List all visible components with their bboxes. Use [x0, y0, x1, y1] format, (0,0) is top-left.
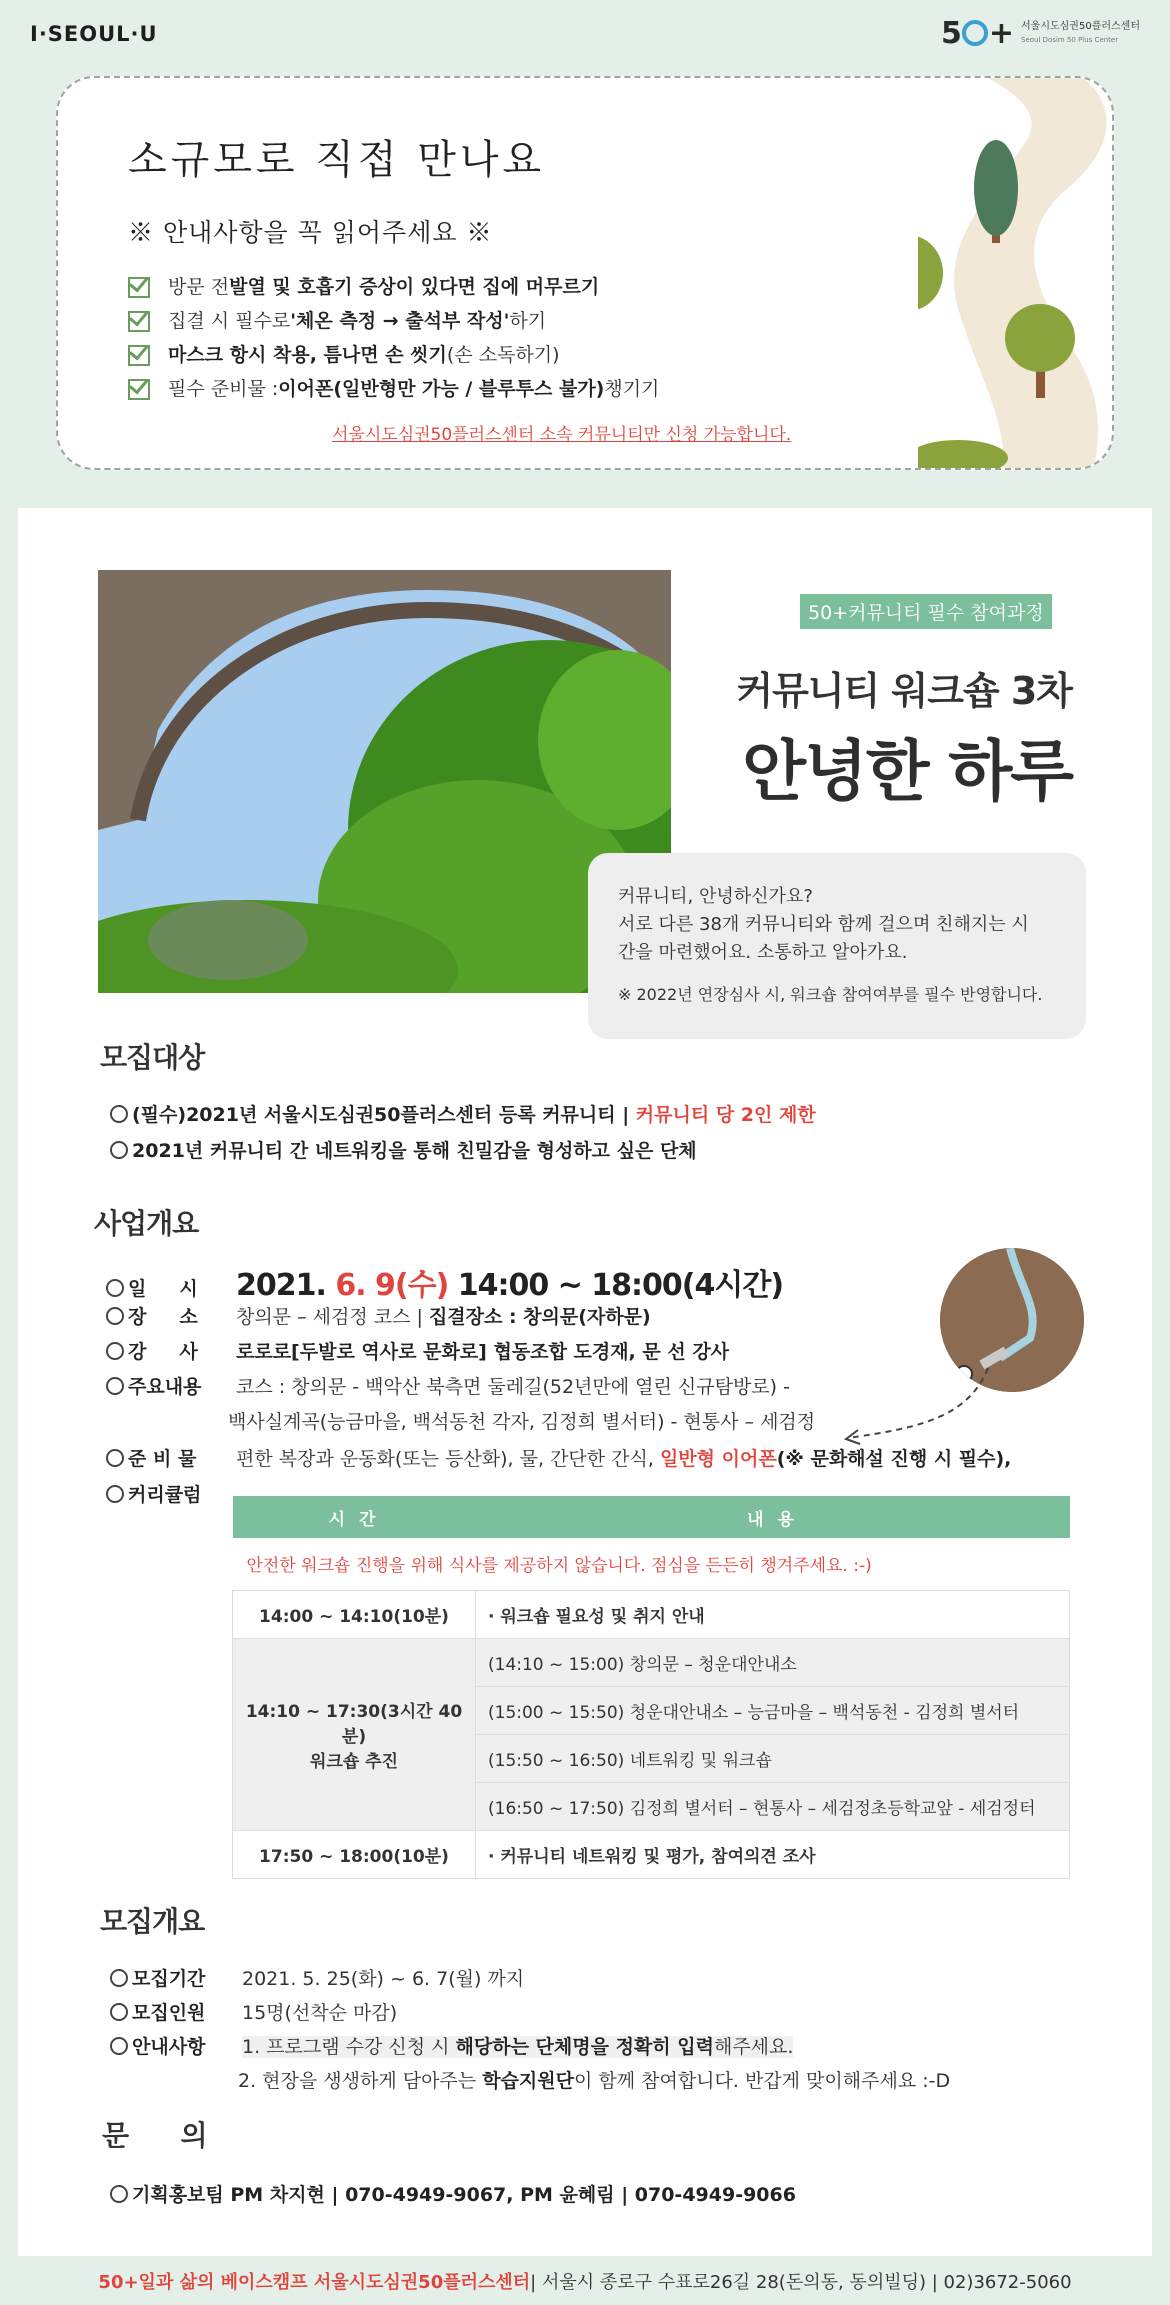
contact-line: 기획홍보팀 PM 차지현 | 070-4949-9067, PM 윤혜림 | 070-4949-9066	[110, 2180, 796, 2207]
contact-heading: 문 의	[102, 2119, 207, 2152]
circle-bullet-icon	[106, 1307, 124, 1325]
page-footer	[0, 2256, 1170, 2305]
table-header	[233, 1496, 1070, 1538]
workshop-title: 안녕한 하루	[742, 733, 1072, 810]
required-badge: 50+커뮤니티 필수 참여과정	[800, 594, 1052, 629]
circle-bullet-icon	[106, 1342, 124, 1360]
circle-bullet-icon	[110, 1105, 128, 1123]
col-content: 내 용	[476, 1496, 1070, 1538]
footer-address: | 서울시 종로구 수표로26길 28(돈의동, 동의빌딩) | 02)3672-5060	[530, 2271, 1072, 2293]
intro-line: 간을 마련했어요. 소통하고 알아가요.	[618, 942, 908, 963]
tree-image	[98, 570, 671, 993]
table-row: 17:50 ~ 18:00(10분) · 커뮤니티 네트워킹 및 평가, 참여의견 조사	[233, 1830, 1070, 1878]
circle-bullet-icon	[110, 2037, 128, 2055]
recruit-guide-2: 2. 현장을 생생하게 담아주는 학습지원단이 함께 참여합니다. 반갑게 맞이해주세요 :-D	[238, 2070, 951, 2092]
circle-bullet-icon	[110, 2185, 128, 2203]
check-item: 집결 시 필수로 '체온 측정 → 출석부 작성' 하기	[128, 304, 659, 334]
overview-date: 일 시 2021. 6. 9(수) 14:00 ~ 18:00(4시간)	[106, 1260, 783, 1304]
center-name-en: Seoul Dosim 50 Plus Center	[1021, 36, 1119, 44]
recruit-count: 모집인원 15명(선착순 마감)	[110, 1998, 397, 2025]
checkbox-icon	[128, 342, 152, 364]
check-item: 마스크 항시 착용, 틈나면 손 씻기 (손 소독하기)	[128, 338, 659, 368]
circle-bullet-icon	[110, 2003, 128, 2021]
target-heading: 모집대상	[100, 1041, 205, 1074]
overview-prep: 준 비 물 편한 복장과 운동화(또는 등산화), 물, 간단한 간식, 일반형 이어폰(※ 문화해설 진행 시 필수),	[106, 1444, 1011, 1471]
overview-teacher: 강 사 로로로[두발로 역사로 문화로] 협동조합 도경재, 문 선 강사	[106, 1337, 729, 1364]
intro-note: ※ 2022년 연장심사 시, 워크숍 참여여부를 필수 반영합니다.	[618, 985, 1043, 1004]
recruit-period: 모집기간 2021. 5. 25(화) ~ 6. 7(월) 까지	[110, 1964, 524, 1991]
notice-subtitle: ※ 안내사항을 꼭 읽어주세요 ※	[128, 218, 493, 247]
notice-checklist	[128, 270, 659, 406]
table-row: (15:50 ~ 16:50) 네트워킹 및 워크숍	[233, 1734, 1070, 1782]
center-logo[interactable]	[941, 16, 1140, 51]
checkbox-icon	[128, 308, 152, 330]
notice-footer-link[interactable]: 서울시도심권50플러스센터 소속 커뮤니티만 신청 가능합니다.	[332, 425, 792, 445]
target-line-1: (필수)2021년 서울시도심권50플러스센터 등록 커뮤니티 | 커뮤니티 당 2인 제한	[110, 1100, 816, 1127]
recruit-heading: 모집개요	[100, 1905, 205, 1938]
trees-path-illustration	[918, 76, 1114, 470]
circle-bullet-icon	[106, 1449, 124, 1467]
zero-ring-icon	[962, 20, 988, 46]
target-line-2: 2021년 커뮤니티 간 네트워킹을 통해 친밀감을 형성하고 싶은 단체	[110, 1136, 697, 1163]
notice-box	[56, 76, 1114, 470]
intro-line: 커뮤니티, 안녕하신가요?	[618, 886, 813, 907]
header	[0, 0, 1170, 66]
table-row: (16:50 ~ 17:50) 김정희 별서터 – 현통사 – 세검정초등학교앞 - 세검정터	[233, 1782, 1070, 1830]
overview-curriculum: 커리큘럼	[106, 1480, 201, 1507]
intro-line: 서로 다른 38개 커뮤니티와 함께 걸으며 친해지는 시	[618, 914, 1029, 935]
seoul-logo[interactable]: I·SEOUL·U	[30, 22, 158, 46]
circle-bullet-icon	[106, 1485, 124, 1503]
overview-heading: 사업개요	[94, 1207, 199, 1240]
overview-content-2: 백사실계곡(능금마을, 백석동천 각자, 김정희 별서터) - 현통사 – 세검정	[228, 1411, 816, 1433]
col-time: 시 간	[233, 1496, 476, 1538]
overview-content: 주요내용 코스 : 창의문 - 백악산 북측면 둘레길(52년만에 열린 신규탐방로) -	[106, 1372, 790, 1399]
center-name: 서울시도심권50플러스센터	[1021, 21, 1140, 32]
table-row: 14:00 ~ 14:10(10분) · 워크숍 필요성 및 취지 안내	[233, 1590, 1070, 1638]
circle-bullet-icon	[106, 1279, 124, 1297]
table-warning-row	[233, 1538, 1070, 1590]
main-card	[18, 508, 1152, 2256]
checkbox-icon	[128, 274, 152, 296]
schedule-table	[232, 1496, 1070, 1879]
checkbox-icon	[128, 376, 152, 398]
workshop-subtitle: 커뮤니티 워크숍 3차	[736, 669, 1072, 713]
check-item: 필수 준비물 : 이어폰(일반형만 가능 / 블루투스 불가) 챙기기	[128, 372, 659, 402]
circle-bullet-icon	[106, 1377, 124, 1395]
table-row: (15:00 ~ 15:50) 청운대안내소 – 능금마을 – 백석동천 - 김정희 별서터	[233, 1686, 1070, 1734]
dashed-arrow-icon	[838, 1358, 1018, 1448]
notice-title: 소규모로 직접 만나요	[128, 137, 546, 183]
intro-box	[588, 853, 1086, 1039]
circle-bullet-icon	[110, 1969, 128, 1987]
recruit-guide-1: 안내사항 1. 프로그램 수강 신청 시 해당하는 단체명을 정확히 입력해주세요.	[110, 2032, 793, 2059]
table-row: 14:10 ~ 17:30(3시간 40분) 워크숍 추진 (14:10 ~ 15:00) 창의문 – 청운대안내소	[233, 1638, 1070, 1686]
circle-bullet-icon	[110, 1141, 128, 1159]
arch-sky-photo	[98, 570, 671, 993]
fifty-plus-logo: 5 +	[940, 16, 1013, 51]
check-item: 방문 전 발열 및 호흡기 증상이 있다면 집에 머무르기	[128, 270, 659, 300]
overview-place: 장 소 창의문 – 세검정 코스 | 집결장소 : 창의문(자하문)	[106, 1302, 651, 1329]
meal-warning: 안전한 워크숍 진행을 위해 식사를 제공하지 않습니다. 점심을 든든히 챙겨주세요. :-)	[246, 1556, 872, 1577]
footer-slogan: 50+일과 삶의 베이스캠프 서울시도심권50플러스센터	[98, 2271, 531, 2293]
